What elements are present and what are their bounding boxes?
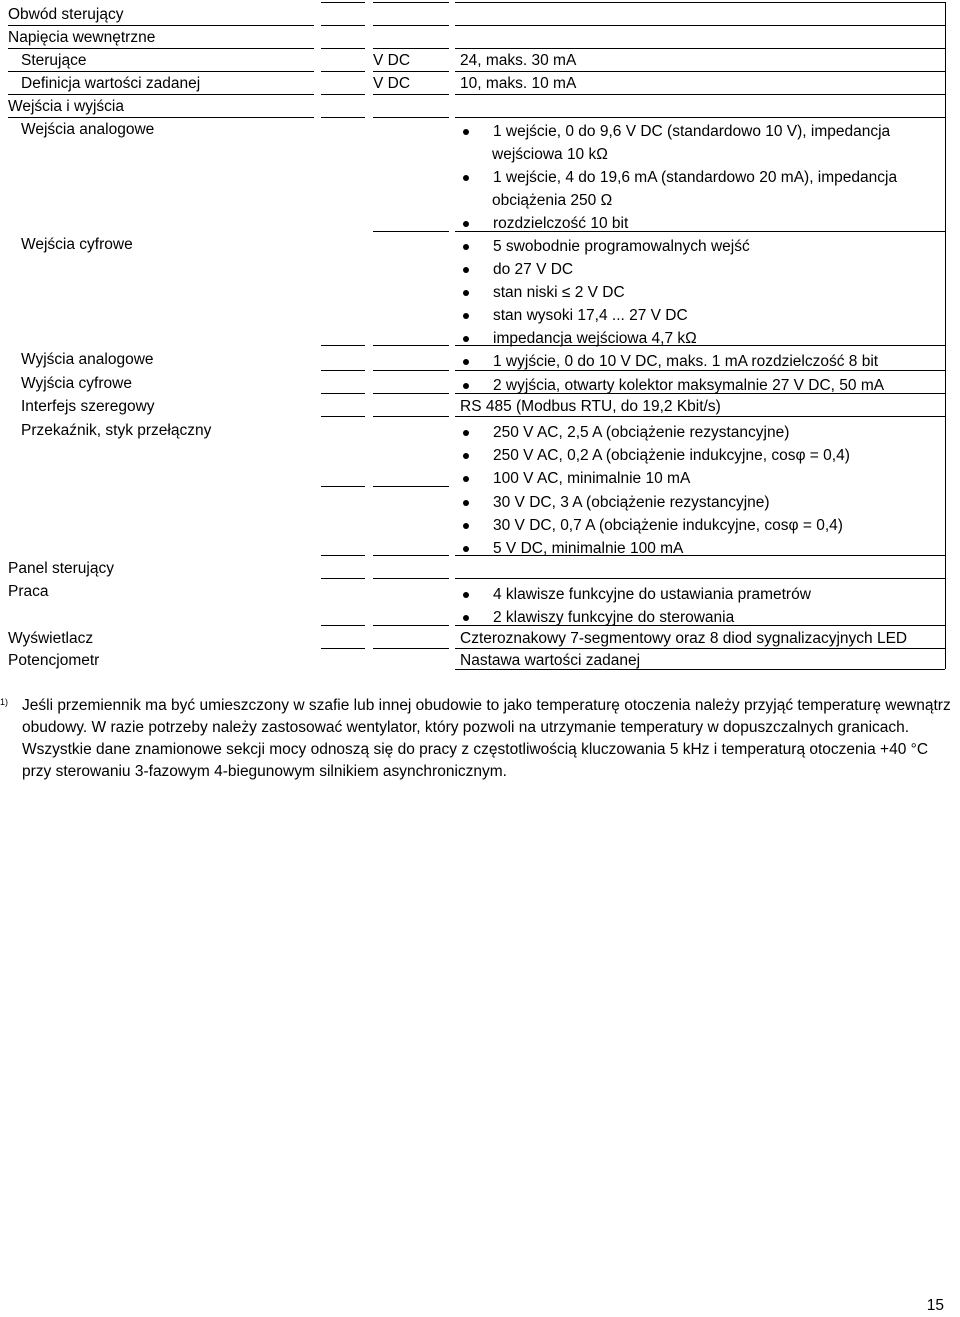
value-interfejs: RS 485 (Modbus RTU, do 19,2 Kbit/s) [460, 398, 721, 415]
bullet-icon [463, 244, 469, 250]
list-item: stan wysoki 17,4 ... 27 V DC [0, 305, 960, 328]
label-sterujace: Sterujące [21, 52, 87, 69]
page-number: 15 [926, 1297, 944, 1314]
list-item: 100 V AC, minimalnie 10 mA [0, 468, 960, 491]
label-potencjometr: Potencjometr [8, 652, 100, 669]
list-item: rozdzielczość 10 bit [0, 213, 960, 236]
list-item: 2 klawiszy funkcyjne do sterowania [0, 607, 960, 630]
value-wyswietlacz: Czteroznakowy 7-segmentowy oraz 8 diod sygnalizacyjnych LED [460, 630, 908, 647]
bullet-icon [463, 221, 469, 227]
bullet-icon [463, 175, 469, 181]
label-wejscia-cyfrowe: Wejścia cyfrowe [21, 236, 133, 253]
list-item: 2 wyjścia, otwarty kolektor maksymalnie 27 V DC, 50 mA [0, 375, 960, 398]
list-item: 1 wejście, 0 do 9,6 V DC (standardowo 10 V), impedancja [0, 121, 960, 144]
bullet-icon [463, 476, 469, 482]
label-interfejs: Interfejs szeregowy [21, 398, 155, 415]
label-wyjscia-cyfrowe: Wyjścia cyfrowe [21, 375, 132, 392]
label-praca: Praca [8, 583, 49, 600]
list-item: 30 V DC, 0,7 A (obciążenie indukcyjne, cosφ = 0,4) [0, 515, 960, 538]
bullet-icon [463, 615, 469, 621]
bullet-icon [463, 430, 469, 436]
bullet-icon [463, 313, 469, 319]
section-heading-control-circuit: Obwód sterujący [8, 6, 124, 23]
list-item: do 27 V DC [0, 259, 960, 282]
label-wejscia-analogowe: Wejścia analogowe [21, 121, 155, 138]
bullet-icon [463, 129, 469, 135]
list-item-continuation: wejściowa 10 kΩ [492, 146, 608, 163]
list-item-continuation: obciążenia 250 Ω [492, 192, 613, 209]
list-item: 5 swobodnie programowalnych wejść [0, 236, 960, 259]
section-heading-io: Wejścia i wyjścia [8, 98, 124, 115]
value-potencjometr: Nastawa wartości zadanej [460, 652, 641, 669]
footnote-line: obudowy. W razie potrzeby należy zastosować wentylator, który pozwoli na utrzymanie temperatury w dopuszczalnych granicach. [22, 719, 910, 736]
bullet-icon [463, 546, 469, 552]
list-item: 1 wejście, 4 do 19,6 mA (standardowo 20 mA), impedancja [0, 167, 960, 190]
footnote-line: Jeśli przemiennik ma być umieszczony w szafie lub innej obudowie to jako temperaturę otoczenia należy przyjąć temperaturę wewnątrz [22, 697, 951, 714]
label-wyjscia-analogowe: Wyjścia analogowe [21, 351, 154, 368]
footnote-line: Wszystkie dane znamionowe sekcji mocy odnoszą się do pracy z częstotliwością kluczowania 5 kHz i temperaturą otoczenia +40 °C [22, 741, 929, 758]
bullet-icon [463, 267, 469, 273]
list-item: 5 V DC, minimalnie 100 mA [0, 538, 960, 561]
bullet-icon [463, 453, 469, 459]
footnote-line: przy sterowaniu 3-fazowym 4-biegunowym silnikiem asynchronicznym. [22, 763, 507, 780]
list-item: stan niski ≤ 2 V DC [0, 282, 960, 305]
list-item: 1 wyjście, 0 do 10 V DC, maks. 1 mA rozdzielczość 8 bit [0, 351, 960, 374]
value-sterujace: 24, maks. 30 mA [460, 52, 577, 69]
list-item: 250 V AC, 0,2 A (obciążenie indukcyjne, cosφ = 0,4) [0, 445, 960, 468]
label-wyswietlacz: Wyświetlacz [8, 630, 94, 647]
bullet-icon [463, 359, 469, 365]
unit-sterujace: V DC [373, 52, 411, 69]
bullet-icon [463, 290, 469, 296]
section-heading-panel: Panel sterujący [8, 560, 114, 577]
list-item: 250 V AC, 2,5 A (obciążenie rezystancyjne) [0, 422, 960, 445]
bullet-icon [463, 383, 469, 389]
label-przekaznik: Przekaźnik, styk przełączny [21, 422, 212, 439]
value-definicja: 10, maks. 10 mA [460, 75, 577, 92]
list-item: 4 klawisze funkcyjne do ustawiania prametrów [0, 584, 960, 607]
label-definicja: Definicja wartości zadanej [21, 75, 201, 92]
bullet-icon [463, 523, 469, 529]
list-item: impedancja wejściowa 4,7 kΩ [0, 328, 960, 351]
list-item: 30 V DC, 3 A (obciążenie rezystancyjne) [0, 492, 960, 515]
footnote-marker: 1) [0, 697, 9, 707]
bullet-icon [463, 592, 469, 598]
bullet-icon [463, 336, 469, 342]
bullet-icon [463, 500, 469, 506]
unit-definicja: V DC [373, 75, 411, 92]
section-heading-internal-voltages: Napięcia wewnętrzne [8, 29, 156, 46]
